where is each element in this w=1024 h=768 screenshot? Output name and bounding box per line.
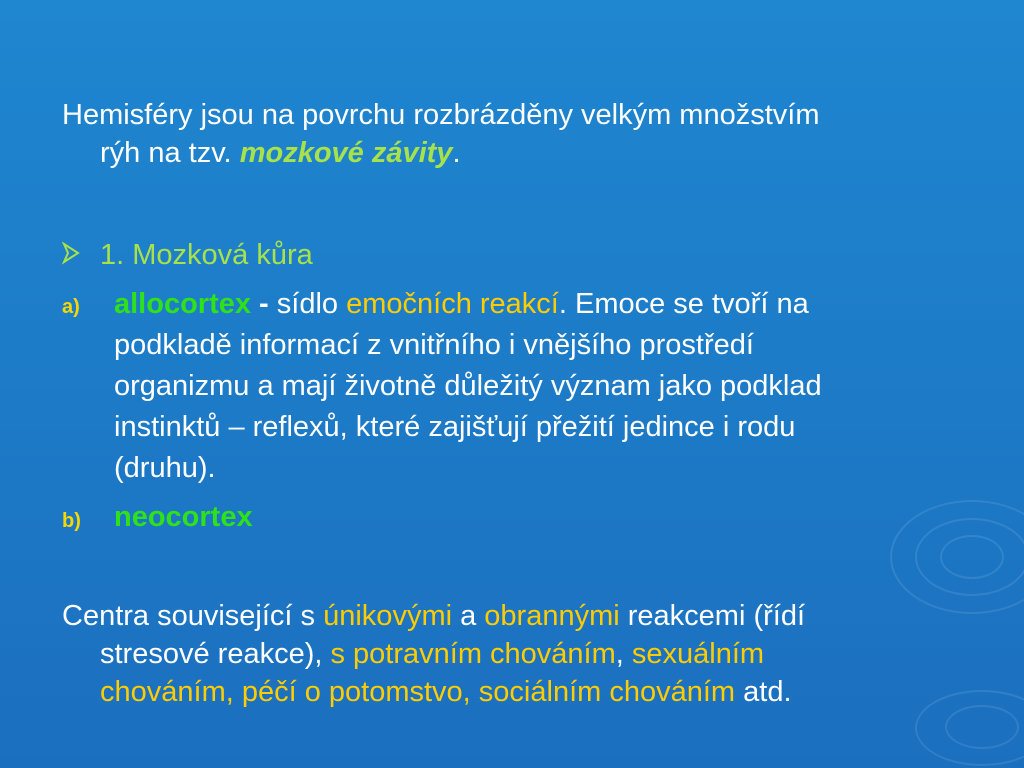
text: stresové reakce), — [100, 638, 331, 670]
centers-line-2 — [62, 635, 962, 673]
centers-line-1 — [62, 597, 962, 635]
item-a-line-5: (druhu). — [114, 452, 216, 484]
intro-text: rýh na tzv. — [100, 137, 240, 169]
arrow-bullet-icon — [62, 240, 80, 266]
text: atd. — [735, 676, 792, 708]
highlight: obrannými — [484, 600, 620, 632]
text: a — [452, 600, 485, 632]
dash: - — [251, 288, 277, 320]
item-a-line-1 — [114, 284, 974, 325]
item-a-line-4: instinktů – reflexů, které zajišťují přežití jedince i rodu — [114, 411, 796, 443]
text: . Emoce se tvoří na — [558, 288, 809, 320]
list-marker-a: a) — [62, 296, 80, 318]
section-heading: 1. Mozková kůra — [100, 239, 313, 271]
intro-end: . — [452, 137, 461, 169]
intro-paragraph — [62, 96, 962, 172]
intro-line-2 — [62, 134, 962, 172]
intro-emphasis: mozkové závity — [239, 137, 453, 169]
highlight-emotions: emočních reakcí — [346, 288, 559, 320]
centers-line-3 — [62, 673, 962, 711]
term-neocortex: neocortex — [114, 501, 253, 533]
text: reakcemi (řídí — [619, 600, 806, 632]
text: , — [615, 638, 632, 670]
list-item-allocortex — [114, 284, 974, 489]
text: sídlo — [276, 288, 347, 320]
item-a-line-2: podkladě informací z vnitřního i vnějšího prostředí — [114, 329, 754, 361]
highlight: sexuálním — [631, 638, 765, 670]
text: Centra související s — [62, 600, 324, 632]
intro-line-1: Hemisféry jsou na povrchu rozbrázděny velkým množstvím — [62, 99, 820, 131]
item-a-line-3: organizmu a mají životně důležitý význam jako podklad — [114, 370, 822, 402]
highlight: s potravním chováním — [330, 638, 616, 670]
centers-paragraph — [62, 597, 962, 711]
term-allocortex: allocortex — [114, 288, 251, 320]
highlight: chováním, péčí o potomstvo, sociálním chováním — [100, 676, 736, 708]
list-marker-b: b) — [62, 510, 81, 532]
list-item-neocortex — [114, 497, 974, 538]
highlight: únikovými — [323, 600, 453, 632]
